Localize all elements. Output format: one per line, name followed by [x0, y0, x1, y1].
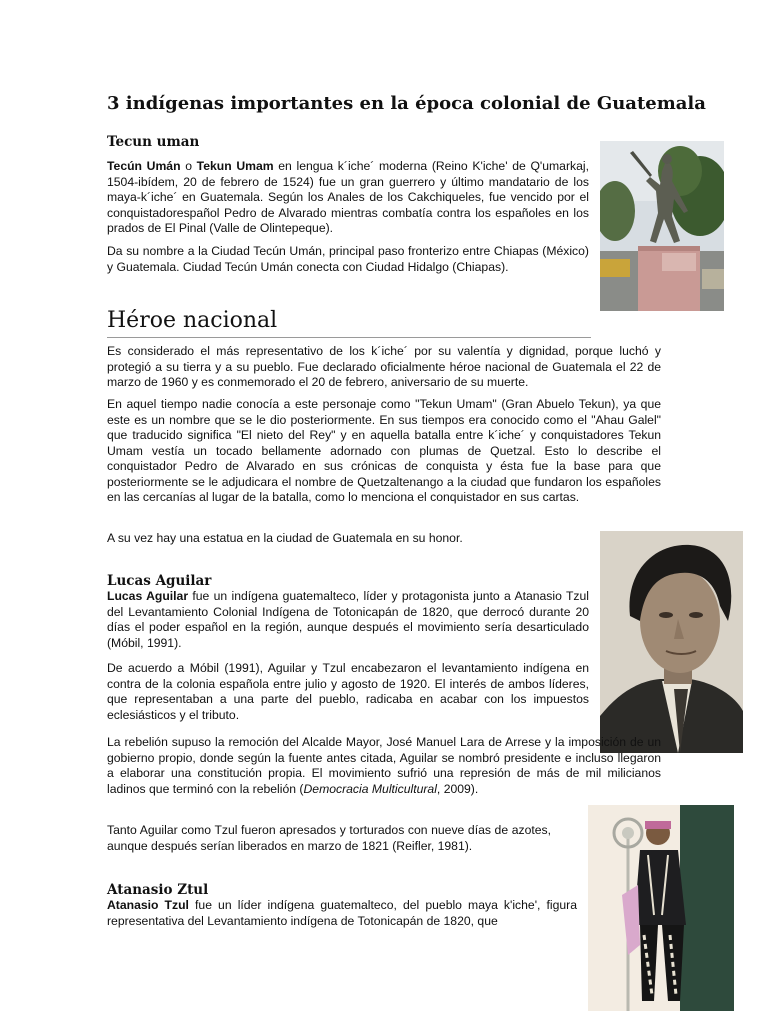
heading-heroe-nacional: Héroe nacional	[107, 306, 591, 338]
tekun-name-bold: Tekun Umam	[196, 159, 274, 173]
heading-lucas-aguilar: Lucas Aguilar	[107, 573, 212, 589]
lucas-portrait	[600, 531, 743, 753]
atanasio-painting	[588, 805, 734, 1011]
lucas-paragraph-4: Tanto Aguilar como Tzul fueron apresados y torturados con nueve días de azotes, aunque después serían liberados en marzo de 1821 (Reifler, 1981).	[107, 823, 551, 853]
lucas-paragraph-3	[107, 735, 661, 797]
tecun-text: en lengua k´iche´ moderna (Reino K'iche' de Q'umarkaj, 1504-ibídem, 20 de febrero de 1524) fue un gran guerrero y último mandatario de los maya-k´iche´ en Guatemala. Según los Anales de los Cakchiqueles, fue vencido por el conquistadorespañol Pedro de Alvarado mientras combatía contra los españoles en los prados de El Pinal (Valle de Olintepeque).	[107, 159, 589, 235]
lucas-citation-italic: Democracia Multicultural	[303, 781, 437, 796]
heading-tecun-uman: Tecun uman	[107, 134, 200, 150]
statue-photo	[600, 141, 724, 311]
tecun-name-bold: Tecún Umán	[107, 159, 181, 173]
atanasio-name-bold: Atanasio Tzul	[107, 898, 189, 912]
tecun-paragraph-1	[107, 159, 589, 237]
lucas-text: , 2009).	[436, 781, 479, 796]
heroe-paragraph-2: En aquel tiempo nadie conocía a este personaje como "Tekun Umam" (Gran Abuelo Tekun), ya que este es un nombre que se le dio posteriormente. En sus tiempos era conocido como el "Ahau Galel" que traducido significa "El nieto del Rey" y en aquella batalla entre k´iche´ y conquistadores Tekun Umam vestía un tocado bellamente adornado con plumas de Quetzal. Esto lo describe el conquistador Pedro de Alvarado en sus crónicas de conquista y ésta fue la base para que posteriormente se le adjudicara el nombre de Quetzaltenango a la ciudad que fundaron los españoles en las cercanías al lugar de la batalla, como lo menciona el conquistador en sus cartas.	[107, 397, 661, 504]
heroe-paragraph-3: A su vez hay una estatua en la ciudad de Guatemala en su honor.	[107, 531, 463, 545]
lucas-name-bold: Lucas Aguilar	[107, 589, 189, 603]
heading-atanasio-ztul: Atanasio Ztul	[107, 882, 209, 898]
tecun-paragraph-2: Da su nombre a la Ciudad Tecún Umán, principal paso fronterizo entre Chiapas (México) y Guatemala. Ciudad Tecún Umán conecta con Ciudad Hidalgo (Chiapas).	[107, 244, 589, 274]
tecun-text: o	[180, 159, 197, 173]
atanasio-paragraph-1	[107, 898, 577, 929]
lucas-paragraph-1	[107, 589, 589, 651]
lucas-text: fue un indígena guatemalteco, líder y protagonista junto a Atanasio Tzul del Levantamiento Colonial Indígena de Totonicapán de 1820, que derrocó durante 20 días el poder español en la región, aunque después el movimiento sería desarticulado (Móbil, 1991).	[107, 589, 589, 650]
heroe-paragraph-1: Es considerado el más representativo de los k´iche´ por su valentía y dignidad, porque luchó y protegió a su tierra y a su pueblo. Fue declarado oficialmente héroe nacional de Guatemala el 22 de marzo de 1960 y es conmemorado el 20 de febrero, aniversario de su muerte.	[107, 344, 661, 389]
lucas-text: La rebelión supuso la remoción del Alcalde Mayor, José Manuel Lara de Arrese y la imposición de un gobierno propio, donde según la fuente antes citada, Aguilar se nombró presidente e incluso llegaron a elaborar una constitución propia. El movimiento sufrió una represión de más de mil milicianos ladinos que terminó con la rebelión (	[107, 735, 661, 796]
page-title: 3 indígenas importantes en la época colonial de Guatemala	[107, 93, 706, 114]
lucas-paragraph-2: De acuerdo a Móbil (1991), Aguilar y Tzul encabezaron el levantamiento indígena en contra de la colonia española entre julio y agosto de 1920. El interés de ambos líderes, que representaban a una parte del pueblo, radicaba en acabar con los impuestos eclesiásticos y el tributo.	[107, 661, 589, 722]
atanasio-text: fue un líder indígena guatemalteco, del pueblo maya k'iche', figura representativa del Levantamiento indígena de Totonicapán de 1820, que	[107, 898, 577, 928]
